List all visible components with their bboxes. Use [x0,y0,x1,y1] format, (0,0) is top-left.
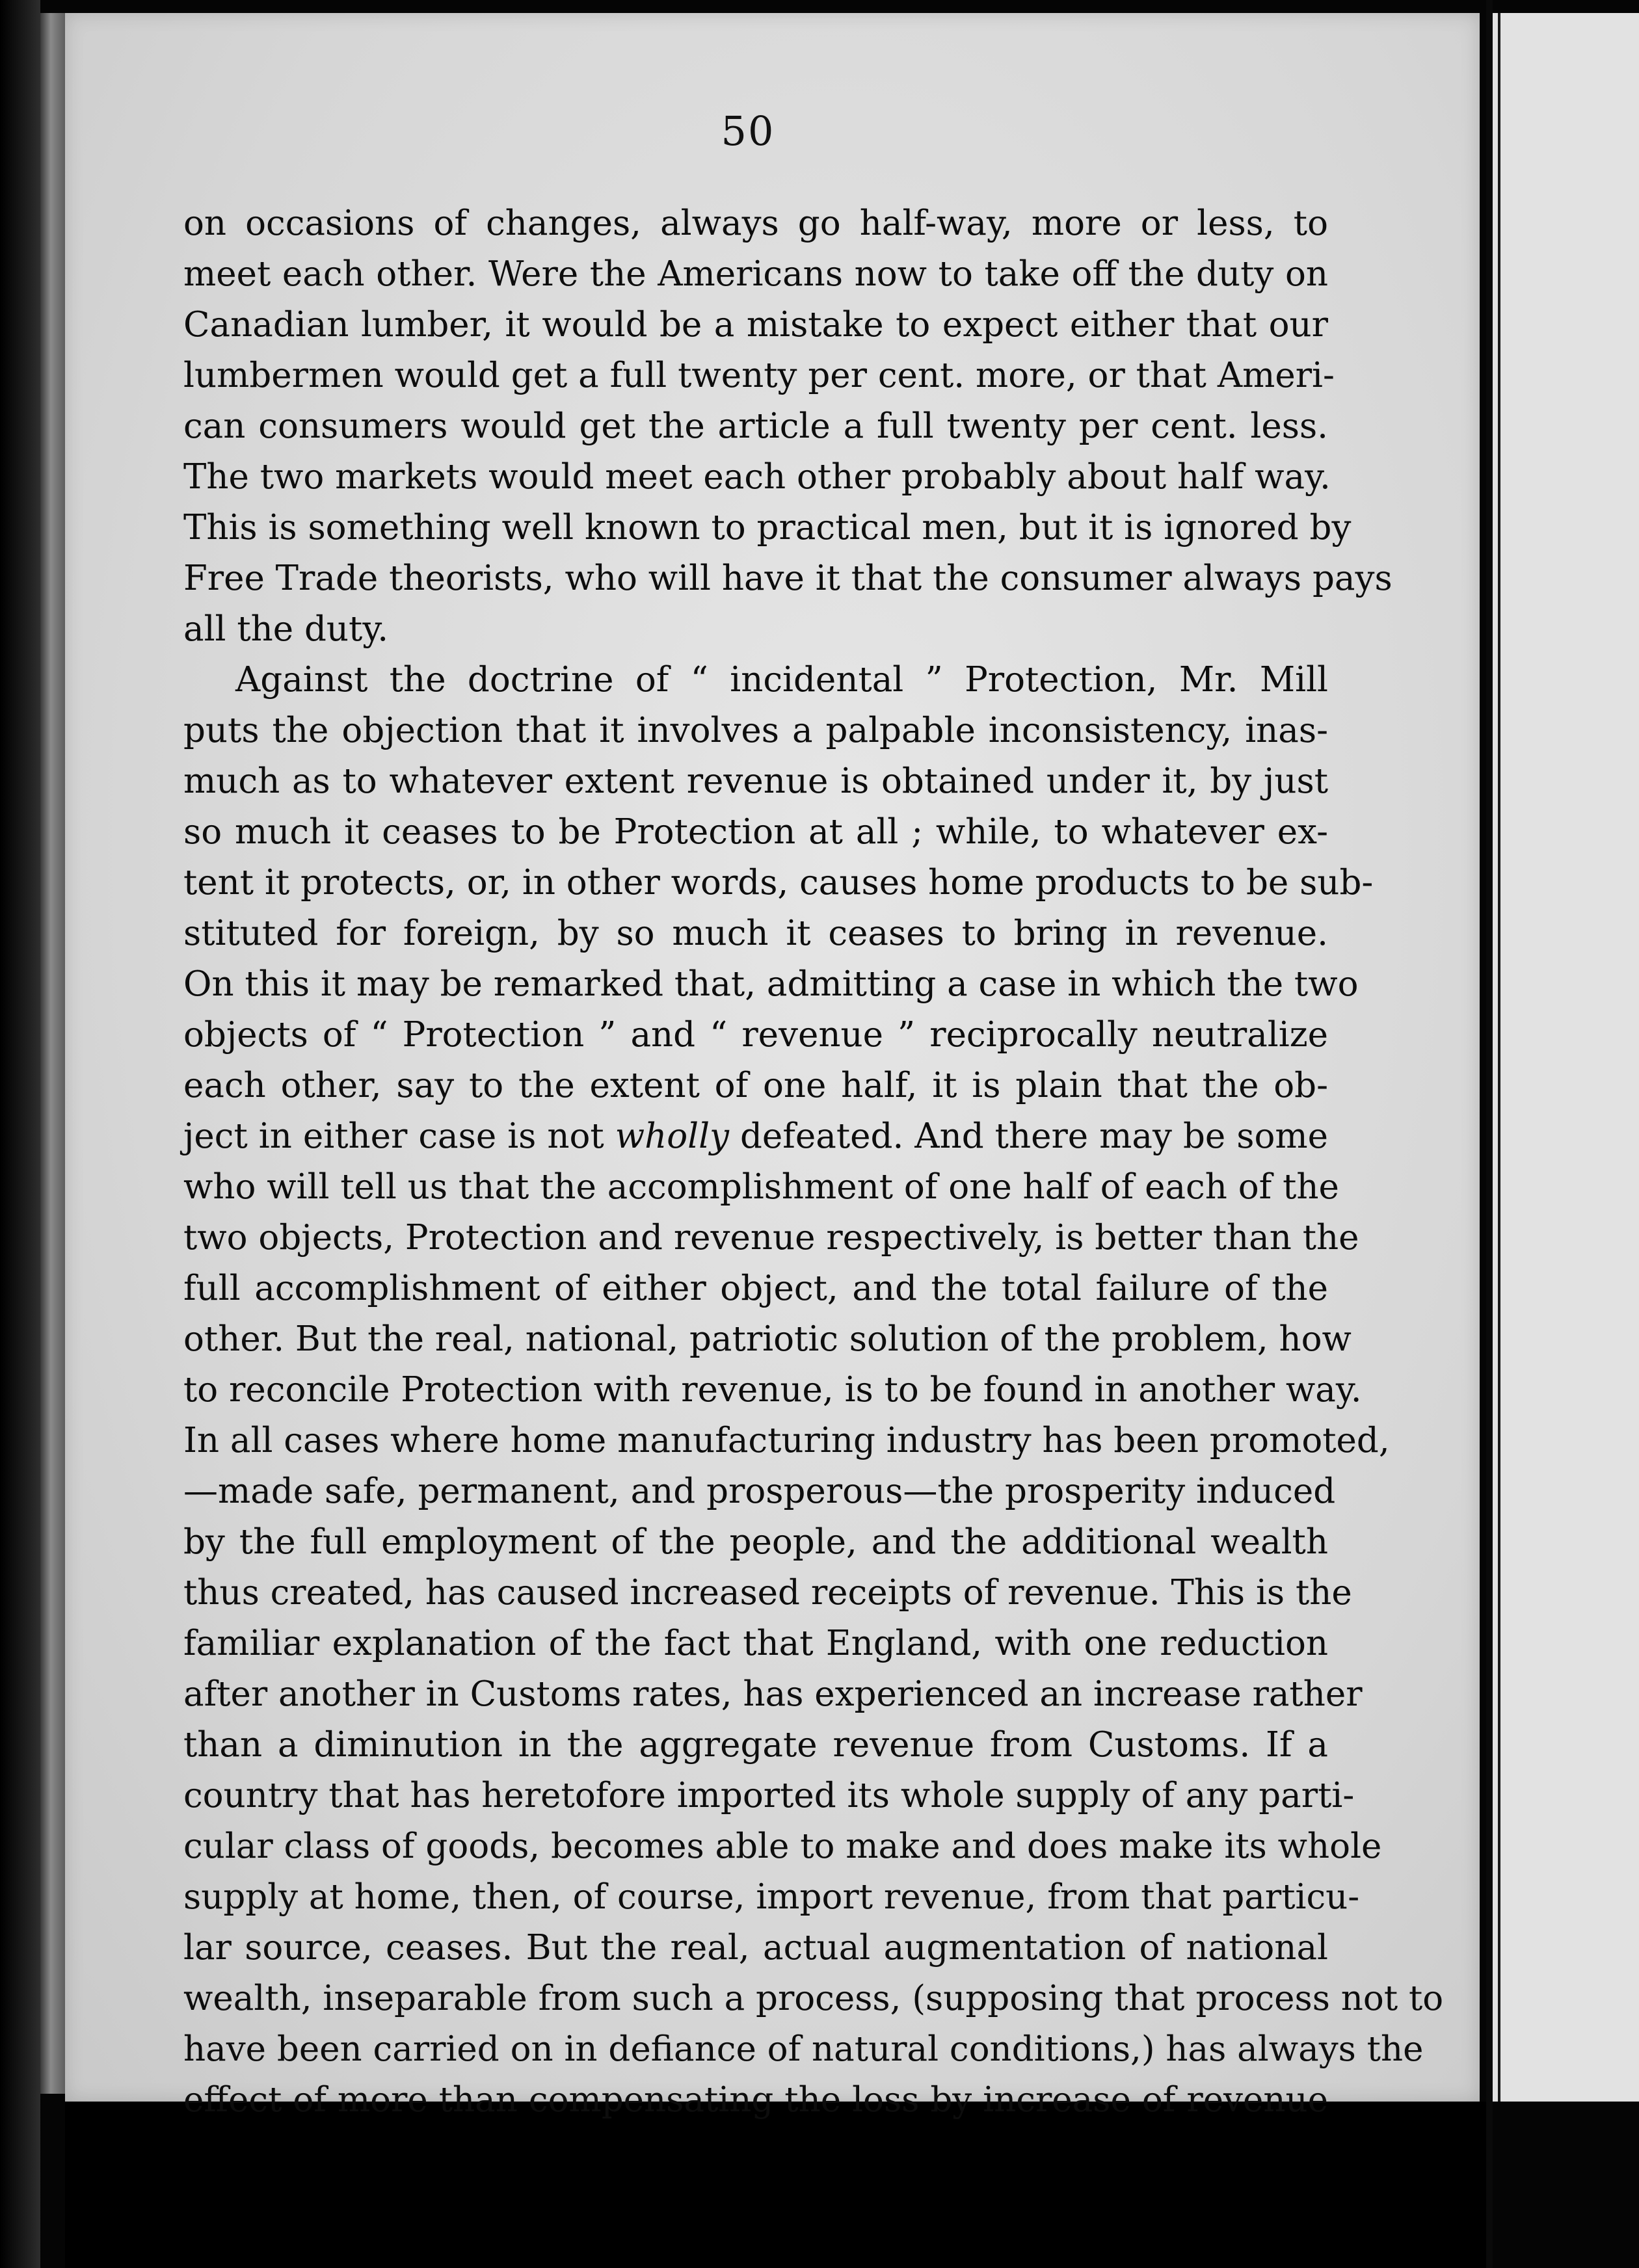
scan-left-border [0,0,40,2268]
text-line-with-emphasis [183,1111,1328,1162]
text-line: can consumers would get the article a full twenty per cent. less. [183,406,1328,446]
text-line: on occasions of changes, always go half-way, more or less, to [183,204,1328,243]
adjacent-page-edge [1493,13,1639,2102]
text-line: —made safe, permanent, and prosperous—the prosperity induced [183,1471,1336,1511]
emphasized-word: wholly [615,1116,729,1156]
text-line: The two markets would meet each other probably about half way. [183,457,1331,497]
body-text [183,198,1444,2126]
text-segment: ject in either case is not [183,1116,604,1156]
text-line: lumbermen would get a full twenty per cent. more, or that Ameri- [183,356,1335,395]
text-line: wealth, inseparable from such a process, (supposing that process not to [183,1979,1444,2018]
text-line: Free Trade theorists, who will have it that the consumer always pays [183,559,1392,598]
text-line: supply at home, then, of course, import revenue, from that particu- [183,1877,1360,1917]
text-line: This is something well known to practical men, but it is ignored by [183,508,1352,547]
text-line: have been carried on in defiance of natural conditions,) has always the [183,2029,1424,2069]
text-line: other. But the real, national, patriotic solution of the problem, how [183,1319,1352,1359]
text-line: country that has heretofore imported its whole supply of any parti- [183,1776,1355,1815]
text-line: by the full employment of the people, and the additional wealth [183,1522,1328,1562]
text-line: familiar explanation of the fact that England, with one reduction [183,1624,1328,1663]
text-line: than a diminution in the aggregate revenue from Customs. If a [183,1725,1328,1765]
text-line: tent it protects, or, in other words, causes home products to be sub- [183,863,1374,903]
text-line: In all cases where home manufacturing industry has been promoted, [183,1421,1390,1460]
page-gutter [1486,0,1493,2268]
text-line: all the duty. [183,609,389,649]
text-line: meet each other. Were the Americans now to take off the duty on [183,254,1328,294]
text-line: On this it may be remarked that, admitting a case in which the two [183,964,1359,1004]
text-line: full accomplishment of either object, and the total failure of the [183,1269,1328,1308]
text-line: objects of “ Protection ” and “ revenue ” reciprocally neutralize [183,1015,1328,1055]
scan-bottom-border [65,2102,1489,2268]
book-binding-edge [40,13,66,2094]
text-line: much as to whatever extent revenue is obtained under it, by just [183,761,1328,801]
text-line: each other, say to the extent of one half, it is plain that the ob- [183,1066,1328,1105]
text-line: lar source, ceases. But the real, actual augmentation of national [183,1928,1328,1968]
text-line: who will tell us that the accomplishment of one half of each of the [183,1167,1339,1207]
text-segment: defeated. And there may be some [740,1116,1328,1156]
text-line: Canadian lumber, it would be a mistake to expect either that our [183,305,1328,345]
text-line: thus created, has caused increased receipts of revenue. This is the [183,1573,1352,1613]
text-line: to reconcile Protection with revenue, is to be found in another way. [183,1370,1362,1410]
text-line: cular class of goods, becomes able to make and does make its whole [183,1826,1382,1866]
text-line: effect of more than compensating the loss by increase of revenue [183,2080,1328,2120]
text-line: so much it ceases to be Protection at all ; while, to whatever ex- [183,812,1328,852]
text-line: stituted for foreign, by so much it ceases to bring in revenue. [183,914,1328,953]
text-line: after another in Customs rates, has experienced an increase rather [183,1674,1363,1714]
text-line: puts the objection that it involves a palpable inconsistency, inas- [183,711,1328,750]
paragraph-start-line: Against the doctrine of “ incidental ” Protection, Mr. Mill [235,660,1328,700]
text-line: two objects, Protection and revenue respectively, is better than the [183,1218,1359,1258]
adjacent-page-rule [1498,13,1500,2102]
page-number: 50 [721,107,775,155]
